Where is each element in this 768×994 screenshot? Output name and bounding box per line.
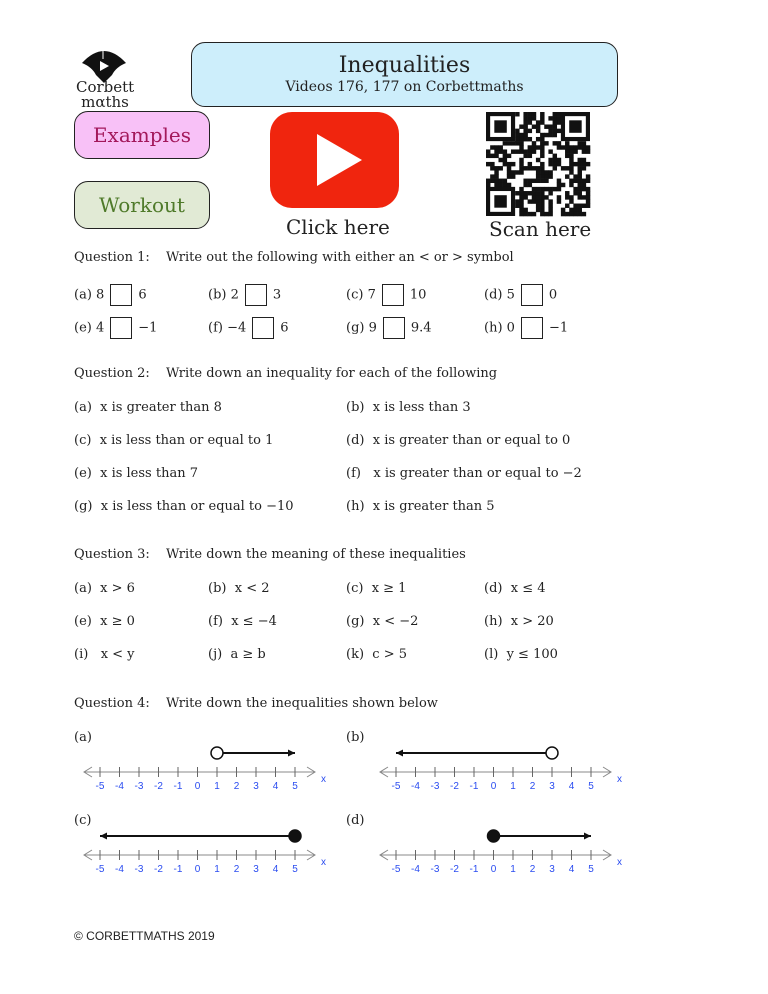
- examples-button[interactable]: Examples: [74, 111, 210, 159]
- q3-item: (j) a ≥ b: [208, 647, 266, 662]
- q1-right-value: 0: [548, 287, 558, 303]
- qr-code-icon[interactable]: [486, 112, 590, 216]
- answer-box[interactable]: [110, 317, 132, 339]
- tick-label: -3: [134, 864, 144, 875]
- q3-item: (k) c > 5: [346, 647, 407, 662]
- tick-label: 0: [194, 864, 201, 875]
- play-icon: [270, 112, 399, 208]
- q1-left-value: 8: [96, 287, 105, 303]
- q3-label: Question 3:: [74, 547, 150, 562]
- q2-item: (a) x is greater than 8: [74, 400, 222, 415]
- q3-item: (f) x ≤ −4: [208, 614, 277, 629]
- tick-label: 4: [568, 781, 575, 792]
- tick-label: -1: [173, 864, 183, 875]
- q1-right-value: 9.4: [410, 320, 432, 336]
- tick-label: -4: [115, 864, 124, 875]
- number-line-part-label: (a): [74, 730, 92, 745]
- tick-label: 3: [253, 864, 259, 875]
- logo-text-1: Corbett: [76, 78, 135, 96]
- q4-label: Question 4:: [74, 696, 150, 711]
- axis-variable-label: x: [321, 857, 326, 868]
- page-subtitle: Videos 176, 177 on Corbettmaths: [285, 79, 524, 95]
- tick-label: 4: [272, 864, 279, 875]
- q1-item: [74, 284, 147, 307]
- q1-part: (a): [74, 287, 92, 303]
- axis-variable-label: x: [617, 774, 622, 785]
- q1-item: [346, 284, 426, 307]
- ray-arrow-icon: [100, 833, 107, 840]
- number-line: [74, 827, 344, 891]
- q1-label: Question 1:: [74, 250, 150, 265]
- q2-text: Write down an inequality for each of the following: [166, 366, 498, 381]
- scan-here-label: Scan here: [489, 217, 592, 241]
- q2-item: (h) x is greater than 5: [346, 499, 495, 514]
- ray-arrow-icon: [288, 750, 295, 757]
- q1-part: (c): [346, 287, 364, 303]
- tick-label: 2: [529, 781, 536, 792]
- tick-label: -4: [411, 864, 420, 875]
- q1-part: (f): [208, 320, 223, 336]
- q3-item: (g) x < −2: [346, 614, 419, 629]
- q1-right-value: 6: [280, 320, 289, 336]
- number-line-part-label: (c): [74, 813, 92, 828]
- answer-box[interactable]: [382, 284, 404, 306]
- tick-label: -1: [469, 864, 479, 875]
- q2-item: (e) x is less than 7: [74, 466, 198, 481]
- q1-part: (g): [346, 320, 365, 336]
- q3-text: Write down the meaning of these inequalities: [166, 547, 466, 562]
- tick-label: 5: [588, 781, 594, 792]
- workout-button[interactable]: Workout: [74, 181, 210, 229]
- open-circle-icon: [211, 747, 223, 759]
- youtube-play-button[interactable]: [270, 112, 399, 208]
- q2-item: (f) x is greater than or equal to −2: [346, 466, 582, 481]
- q1-right-value: −1: [138, 320, 158, 336]
- tick-label: -5: [95, 864, 105, 875]
- number-line: [346, 744, 622, 808]
- click-here-link[interactable]: Click here: [286, 215, 390, 239]
- answer-box[interactable]: [521, 317, 543, 339]
- closed-circle-icon: [488, 830, 500, 842]
- axis-variable-label: x: [617, 857, 622, 868]
- tick-label: 1: [214, 781, 220, 792]
- closed-circle-icon: [289, 830, 301, 842]
- q1-left-value: −4: [227, 320, 247, 336]
- q1-part: (h): [484, 320, 503, 336]
- tick-label: -3: [430, 781, 440, 792]
- tick-label: -4: [115, 781, 124, 792]
- tick-label: -2: [450, 864, 459, 875]
- tick-label: 5: [292, 781, 298, 792]
- answer-box[interactable]: [521, 284, 543, 306]
- q1-item: [208, 317, 289, 340]
- tick-label: -2: [450, 781, 459, 792]
- number-line: [74, 744, 344, 808]
- logo-text-2: mαths: [81, 93, 129, 111]
- tick-label: 2: [233, 781, 240, 792]
- answer-box[interactable]: [110, 284, 132, 306]
- q1-part: (e): [74, 320, 92, 336]
- q1-left-value: 4: [95, 320, 105, 336]
- ray-arrow-icon: [396, 750, 403, 757]
- footer-copyright: © CORBETTMATHS 2019: [74, 929, 215, 943]
- tick-label: -5: [95, 781, 105, 792]
- tick-label: -2: [154, 864, 163, 875]
- q1-left-value: 0: [506, 320, 515, 336]
- q1-part: (d): [484, 287, 503, 303]
- tick-label: 1: [510, 781, 516, 792]
- q3-item: (e) x ≥ 0: [74, 614, 135, 629]
- ray-arrow-icon: [584, 833, 591, 840]
- axis-variable-label: x: [321, 774, 326, 785]
- tick-label: -5: [391, 781, 401, 792]
- q1-item: [484, 317, 568, 340]
- q3-item: (i) x < y: [74, 647, 135, 662]
- q1-item: [74, 317, 157, 340]
- q1-item: [484, 284, 557, 307]
- q1-right-value: 6: [138, 287, 147, 303]
- tick-label: 0: [490, 781, 497, 792]
- q1-text: Write out the following with either an < or > symbol: [166, 250, 514, 265]
- tick-label: -2: [154, 781, 163, 792]
- tick-label: 3: [549, 864, 555, 875]
- logo-text: [76, 80, 134, 110]
- q2-label: Question 2:: [74, 366, 150, 381]
- tick-label: 0: [194, 781, 201, 792]
- tick-label: -3: [430, 864, 440, 875]
- page-title: Inequalities: [338, 53, 471, 78]
- q3-item: (b) x < 2: [208, 581, 270, 596]
- q3-item: (c) x ≥ 1: [346, 581, 407, 596]
- title-box: [191, 42, 618, 107]
- q1-item: [208, 284, 281, 307]
- answer-box[interactable]: [245, 284, 267, 306]
- q3-item: (d) x ≤ 4: [484, 581, 546, 596]
- tick-label: 4: [568, 864, 575, 875]
- q1-left-value: 2: [230, 287, 239, 303]
- tick-label: -3: [134, 781, 144, 792]
- q1-right-value: −1: [548, 320, 569, 336]
- tick-label: 2: [233, 864, 240, 875]
- q4-text: Write down the inequalities shown below: [166, 696, 438, 711]
- tick-label: 3: [549, 781, 555, 792]
- number-line-part-label: (b): [346, 730, 365, 745]
- q1-part: (b): [208, 287, 227, 303]
- q1-item: [346, 317, 432, 340]
- q2-item: (b) x is less than 3: [346, 400, 471, 415]
- tick-label: -1: [469, 781, 479, 792]
- open-circle-icon: [546, 747, 558, 759]
- tick-label: 5: [292, 864, 298, 875]
- tick-label: 3: [253, 781, 259, 792]
- number-line: [346, 827, 622, 891]
- tick-label: 1: [510, 864, 516, 875]
- q1-left-value: 5: [506, 287, 515, 303]
- q3-item: (l) y ≤ 100: [484, 647, 558, 662]
- tick-label: 4: [272, 781, 279, 792]
- q2-item: (d) x is greater than or equal to 0: [346, 433, 571, 448]
- answer-box[interactable]: [252, 317, 274, 339]
- tick-label: -4: [411, 781, 420, 792]
- q3-item: (a) x > 6: [74, 581, 135, 596]
- q1-right-value: 10: [409, 287, 427, 303]
- tick-label: 1: [214, 864, 220, 875]
- tick-label: 5: [588, 864, 594, 875]
- tick-label: -1: [173, 781, 183, 792]
- answer-box[interactable]: [383, 317, 405, 339]
- q2-item: (c) x is less than or equal to 1: [74, 433, 274, 448]
- tick-label: -5: [391, 864, 401, 875]
- q2-item: (g) x is less than or equal to −10: [74, 499, 294, 514]
- tick-label: 2: [529, 864, 536, 875]
- q1-left-value: 7: [367, 287, 376, 303]
- q3-item: (h) x > 20: [484, 614, 554, 629]
- number-line-part-label: (d): [346, 813, 365, 828]
- q1-right-value: 3: [272, 287, 282, 303]
- tick-label: 0: [490, 864, 497, 875]
- q1-left-value: 9: [368, 320, 377, 336]
